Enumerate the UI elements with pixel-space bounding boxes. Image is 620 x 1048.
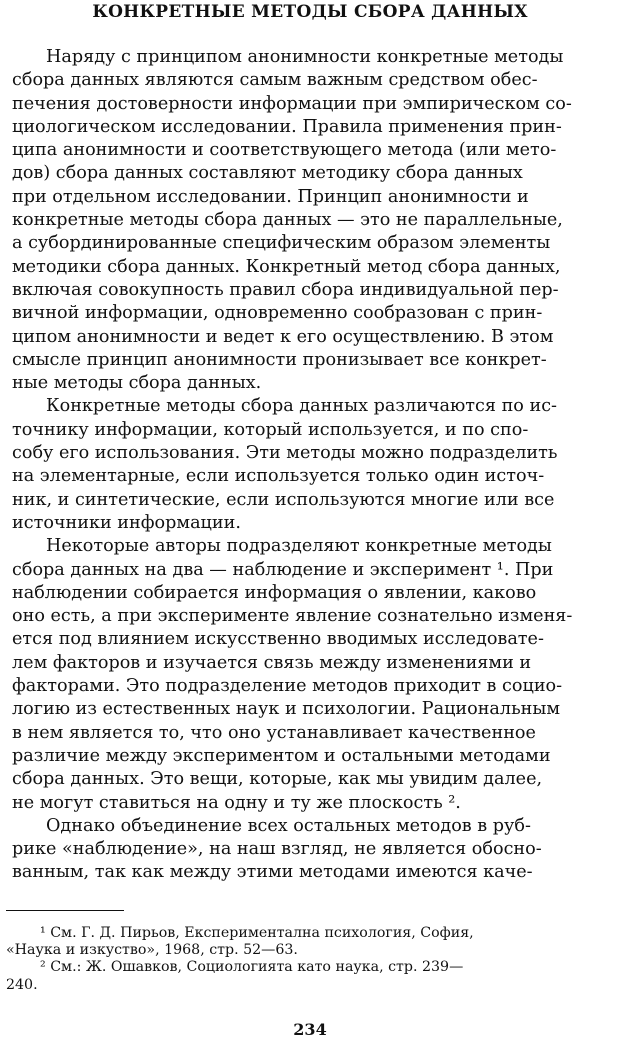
text-line: лем факторов и изучается связь между изменениями и <box>12 652 532 673</box>
text-line: при отдельном исследовании. Принцип анонимности и <box>12 186 529 207</box>
text-line: не могут ставиться на одну и ту же плоскость ². <box>12 792 461 813</box>
text-line: ник, и синтетические, если используются многие или все <box>12 489 555 510</box>
text-line: в нем является то, что оно устанавливает качественное <box>12 722 536 743</box>
text-line: рике «наблюдение», на наш взгляд, не является обосно- <box>12 839 542 860</box>
text-line: Однако объединение всех остальных методов в руб- <box>46 815 531 836</box>
text-line: сбора данных. Это вещи, которые, как мы увидим далее, <box>12 769 543 790</box>
text-line: логию из естественных наук и психологии. Рациональным <box>12 699 561 720</box>
footnote-divider <box>6 910 124 911</box>
text-line: ется под влиянием искусственно вводимых исследовате- <box>12 629 544 650</box>
text-line: сбора данных являются самым важным средством обес- <box>12 70 538 91</box>
text-line: на элементарные, если используется только один источ- <box>12 466 545 487</box>
text-line: Наряду с принципом анонимности конкретные методы <box>46 47 564 67</box>
footnote-line: «Наука и изкуство», 1968, стр. 52—63. <box>6 942 298 959</box>
text-line: включая совокупность правил сбора индивидуальной пер- <box>12 279 559 300</box>
text-line: факторами. Это подразделение методов приходит в социо- <box>12 676 563 697</box>
text-line: точнику информации, который используется, и по спо- <box>12 419 529 440</box>
text-line: ванным, так как между этими методами имеются каче- <box>12 862 533 883</box>
text-line: наблюдении собирается информация о явлении, каково <box>12 582 537 603</box>
footnote-line: ¹ См. Г. Д. Пирьов, Експериментална психология, София, <box>40 925 474 941</box>
text-line: смысле принцип анонимности пронизывает все конкрет- <box>12 349 547 370</box>
footnote-line: 240. <box>6 976 38 993</box>
text-line: методики сбора данных. Конкретный метод сбора данных, <box>12 256 561 277</box>
text-line: ципа анонимности и соответствующего метода (или мето- <box>12 140 557 161</box>
text-line: ципом анонимности и ведет к его осуществлению. В этом <box>12 326 554 347</box>
page-number: 234 <box>293 1020 327 1039</box>
text-line: оно есть, а при эксперименте явление сознательно изменя- <box>12 606 573 627</box>
text-line: конкретные методы сбора данных — это не параллельные, <box>12 210 563 231</box>
footnotes <box>6 925 610 994</box>
text-line: источники информации. <box>12 512 241 533</box>
main-text <box>12 46 608 885</box>
text-line: циологическом исследовании. Правила применения прин- <box>12 116 562 137</box>
text-line: различие между экспериментом и остальными методами <box>12 745 551 766</box>
text-line: собу его использования. Эти методы можно подразделить <box>12 443 558 464</box>
text-line: печения достоверности информации при эмпирическом со- <box>12 93 572 114</box>
text-line: ные методы сбора данных. <box>12 373 262 394</box>
text-line: а субординированные специфическим образом элементы <box>12 233 551 254</box>
running-header: КОНКРЕТНЫЕ МЕТОДЫ СБОРА ДАННЫХ <box>92 2 528 22</box>
text-line: Некоторые авторы подразделяют конкретные методы <box>46 536 552 557</box>
text-line: дов) сбора данных составляют методику сбора данных <box>12 163 523 184</box>
footnote-line: ² См.: Ж. Ошавков, Социологията като наука, стр. 239— <box>40 959 464 976</box>
text-line: Конкретные методы сбора данных различаются по ис- <box>46 396 558 417</box>
text-line: вичной информации, одновременно сообразован с прин- <box>12 303 543 324</box>
text-line: сбора данных на два — наблюдение и эксперимент ¹. При <box>12 559 554 580</box>
